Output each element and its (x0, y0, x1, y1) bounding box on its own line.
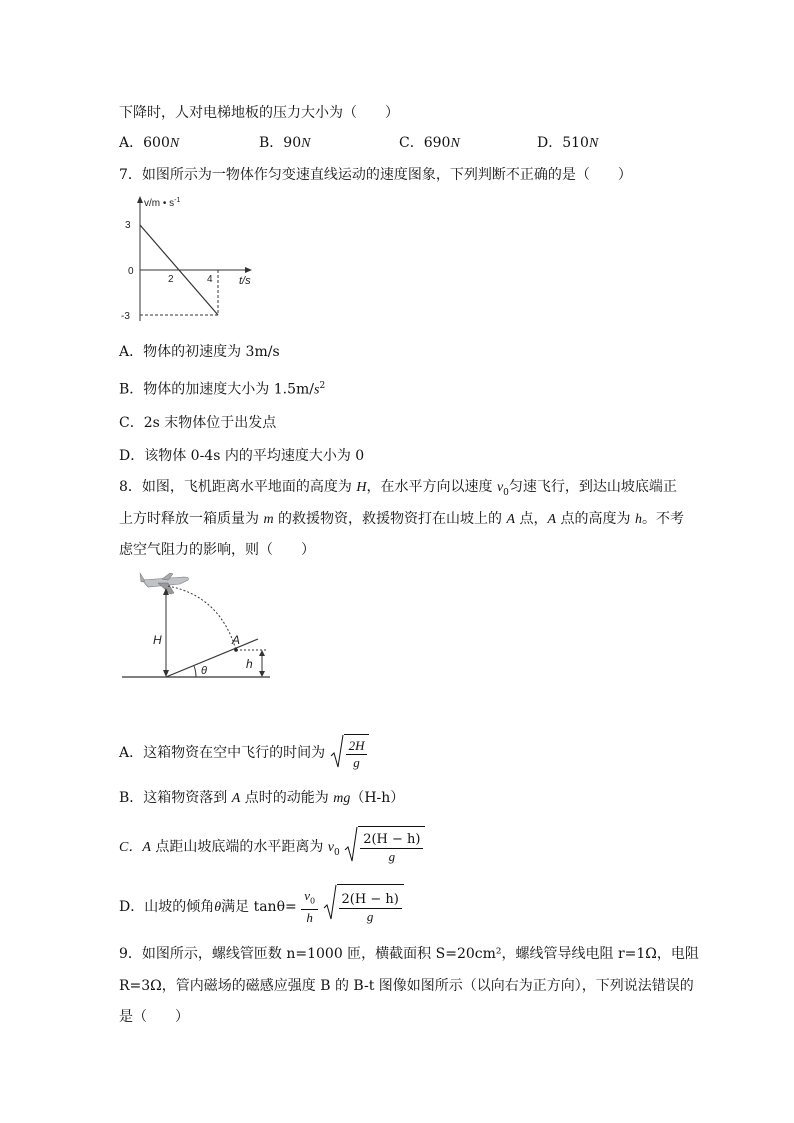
option-letter: A． (119, 135, 144, 151)
height-h-arrow-up (259, 650, 265, 656)
slope-line (166, 639, 258, 677)
q7-option-c: C．2s 末物体位于出发点 (119, 415, 277, 431)
y-tick-0: 0 (128, 266, 134, 277)
q7-velocity-time-graph (115, 193, 275, 328)
option-text: B．物体的加速度大小为 1.5m/ (119, 381, 314, 398)
q9-stem-line3: 是（ ） (119, 1009, 189, 1025)
q6-option-d (537, 133, 598, 154)
q9-stem-line1: 9．如图所示，螺线管匝数 n=1000 匝，横截面积 S=20cm²，螺线管导线电阻 r=1Ω，电阻 (119, 946, 699, 962)
option-text: 点距山坡底端的水平距离为 (150, 839, 328, 855)
q9-stem-line2: R=3Ω，管内磁场的磁感应强度 B 的 B-t 图像如图所示（以向右为正方向），下列说法错误的 (119, 978, 694, 994)
option-value: 510 (562, 135, 589, 151)
sqrt (323, 884, 404, 930)
frac-num: 2H (346, 738, 368, 755)
frac-den: g (353, 754, 360, 770)
y-tick-3: 3 (125, 220, 131, 231)
y-axis-label: v/m • $s^{-1}$ (144, 197, 181, 209)
q7-option-d: D．该物体 0-4s 内的平均速度大小为 0 (119, 448, 365, 464)
q8-option-b: B．这箱物资落到 A 点时的动能为 mg（H-h） (119, 790, 405, 806)
q8-option-d (119, 884, 404, 930)
frac-num: 2(H − h) (360, 832, 423, 849)
y-axis-arrow (137, 196, 143, 203)
sqrt (330, 734, 370, 772)
label-A: A (232, 633, 241, 647)
q6-option-a (119, 133, 179, 154)
trajectory-dashed (168, 586, 236, 650)
q7-option-a: A．物体的初速度为 3m/s (119, 344, 280, 360)
q8-stem-line1: 8．如图，飞机距离水平地面的高度为 H，在水平方向以速度 $v_0$匀速飞行，到达山坡底端正 (119, 479, 677, 498)
fraction-v0-over-h: $\frac{v_0}{h}$ (301, 888, 318, 927)
var-s: s (314, 382, 320, 398)
q8-airplane-slope-figure (118, 568, 280, 686)
option-letter: C．A (119, 840, 151, 855)
sqrt (344, 826, 425, 868)
option-text: D．山坡的倾角 (119, 899, 215, 915)
option-value: 690 (423, 135, 451, 151)
frac-den: g (366, 908, 374, 924)
label-H: H (153, 633, 162, 647)
option-value: 600 (143, 135, 170, 151)
airplane-icon (140, 573, 189, 594)
x-axis-arrow (245, 267, 252, 273)
q8-option-a (119, 734, 369, 772)
label-h: h (246, 657, 253, 671)
option-unit: N (301, 136, 311, 151)
q6-stem-tail: 下降时，人对电梯地板的压力大小为（ ） (119, 105, 399, 121)
q6-option-c (399, 133, 460, 154)
y-tick-minus3: -3 (121, 311, 130, 322)
var-v: v (327, 840, 335, 855)
var-theta: θ (214, 900, 222, 915)
height-h-arrow-down (259, 671, 265, 677)
option-letter: B． (259, 135, 284, 151)
q7-option-b (119, 376, 325, 401)
exp: 2 (319, 381, 326, 391)
q6-option-b (259, 133, 310, 154)
q8-stem-line2: 上方时释放一箱质量为 m 的救援物资，救援物资打在山坡上的 A 点，A 点的高度为 h。不考 (119, 511, 684, 527)
frac-den: g (388, 848, 396, 864)
option-text-2: 满足 tanθ= (221, 899, 297, 915)
angle-arc (194, 666, 196, 677)
x-axis-label: t/s (239, 275, 251, 287)
option-unit: N (169, 136, 180, 151)
option-letter: C． (399, 135, 424, 151)
x-tick-2: 2 (168, 274, 174, 285)
label-theta: θ (201, 665, 207, 677)
option-value: 90 (283, 135, 302, 151)
option-text: A．这箱物资在空中飞行的时间为 (119, 745, 326, 761)
q8-stem-line3: 虑空气阻力的影响，则（ ） (119, 542, 315, 558)
option-unit: N (450, 136, 460, 151)
sub-0: 0 (334, 847, 340, 858)
option-unit: N (588, 136, 599, 151)
option-letter: D． (537, 135, 563, 151)
q7-stem: 7．如图所示为一物体作匀变速直线运动的速度图象，下列判断不正确的是（ ） (119, 167, 632, 183)
x-tick-4: 4 (207, 274, 213, 285)
frac-num: 2(H − h) (339, 892, 402, 909)
q8-option-c (119, 826, 425, 873)
